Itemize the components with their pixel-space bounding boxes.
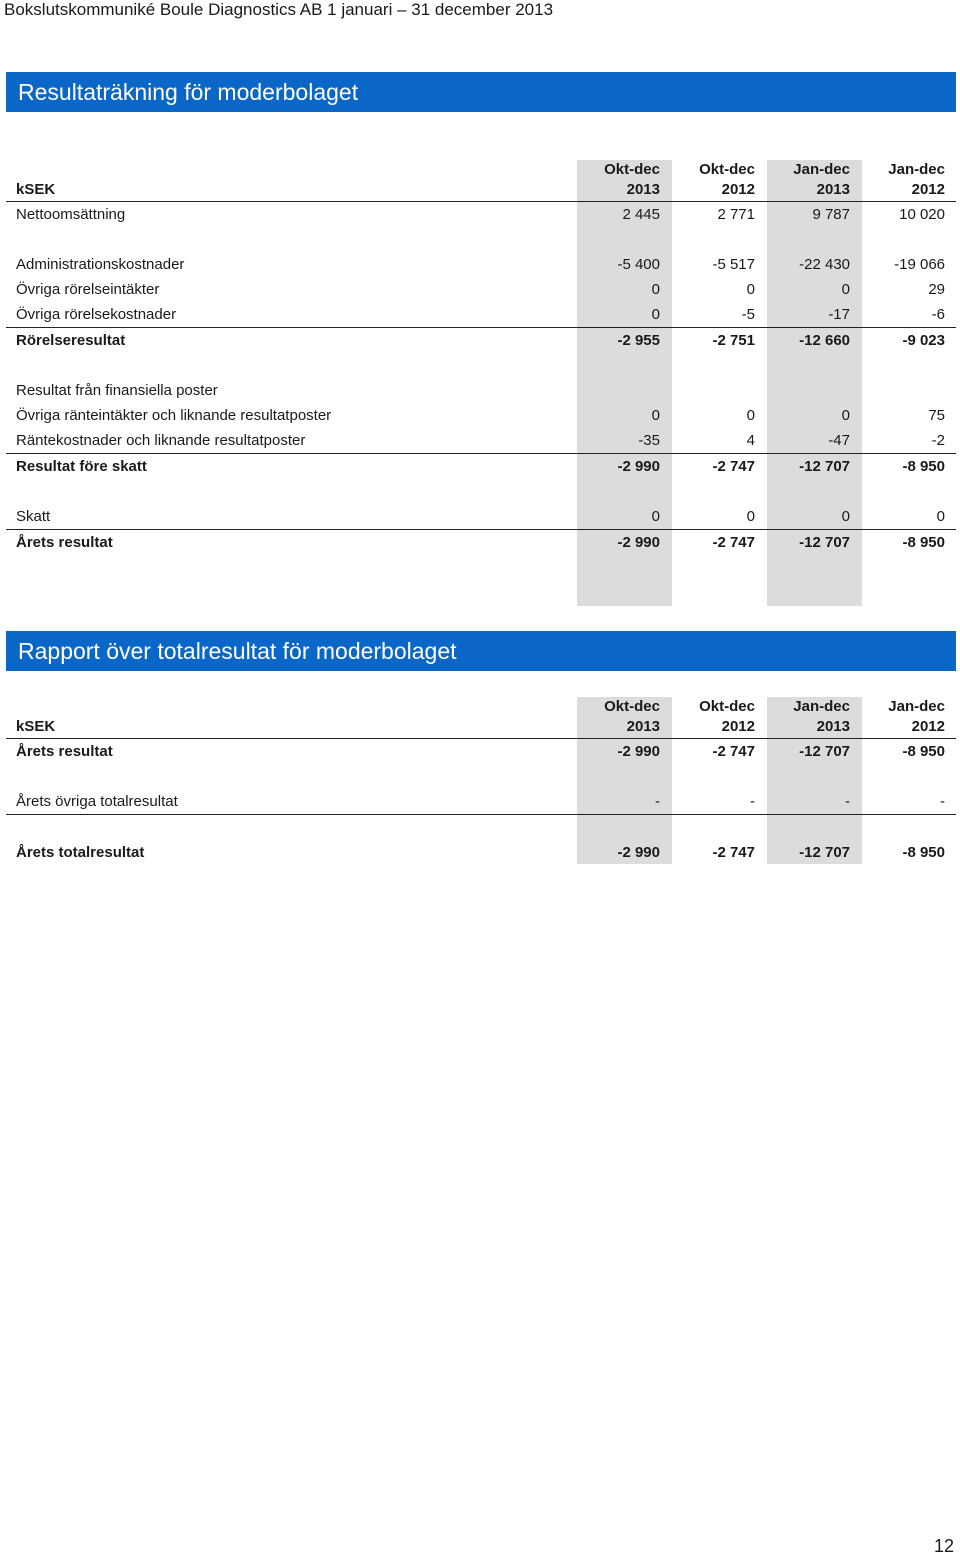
column-header: Jan-dec 2013 <box>766 697 861 739</box>
spacer-row <box>6 815 956 841</box>
section-title-income-statement: Resultaträkning för moderbolaget <box>6 72 956 112</box>
table-row-section-heading: Resultat från finansiella poster <box>16 382 218 399</box>
table-row: Årets övriga totalresultat - - - - <box>6 789 956 815</box>
column-header: Jan-dec 2013 <box>766 160 861 202</box>
table-row-subtotal: Resultat före skatt -2 990 -2 747 -12 707 -8 950 <box>16 458 945 475</box>
table-row: Administrationskostnader -5 400 -5 517 -22 430 -19 066 <box>16 256 945 273</box>
column-header: Okt-dec 2013 <box>576 160 671 202</box>
page-number: 12 <box>933 1536 954 1556</box>
column-header: Okt-dec 2013 <box>576 697 671 739</box>
spacer-row <box>6 764 956 789</box>
column-header: Okt-dec 2012 <box>671 160 766 202</box>
table-row: Räntekostnader och liknande resultatposter -35 4 -47 -2 <box>6 428 956 454</box>
comprehensive-income-table <box>6 697 956 865</box>
table-row: Nettoomsättning 2 445 2 771 9 787 10 020 <box>16 206 945 223</box>
table-row: Skatt 0 0 0 0 <box>6 504 956 530</box>
table-header-row <box>6 697 956 739</box>
document-header: Bokslutskommuniké Boule Diagnostics AB 1 januari – 31 december 2013 <box>4 0 554 19</box>
spacer-row <box>6 353 956 378</box>
spacer-row <box>6 479 956 504</box>
table-row-total: Årets totalresultat -2 990 -2 747 -12 707 -8 950 <box>16 844 945 861</box>
table-header-row <box>6 160 956 202</box>
column-header: Jan-dec 2012 <box>861 160 956 202</box>
table-row: Övriga rörelsekostnader 0 -5 -17 -6 <box>6 302 956 328</box>
table-row: Övriga ränteintäkter och liknande resultatposter 0 0 0 75 <box>16 407 945 424</box>
column-header: Okt-dec 2012 <box>671 697 766 739</box>
section-title-comprehensive-income: Rapport över totalresultat för moderbolaget <box>6 631 956 671</box>
unit-label: kSEK <box>6 697 576 739</box>
income-statement-table <box>6 160 956 555</box>
unit-label: kSEK <box>6 160 576 202</box>
spacer-row <box>6 227 956 252</box>
table-row: Övriga rörelseintäkter 0 0 0 29 <box>16 281 945 298</box>
table-row-subtotal: Rörelseresultat -2 955 -2 751 -12 660 -9 023 <box>16 332 945 349</box>
table-row: Årets resultat -2 990 -2 747 -12 707 -8 950 <box>16 743 945 760</box>
column-header: Jan-dec 2012 <box>861 697 956 739</box>
table-row-total: Årets resultat -2 990 -2 747 -12 707 -8 950 <box>16 534 945 551</box>
